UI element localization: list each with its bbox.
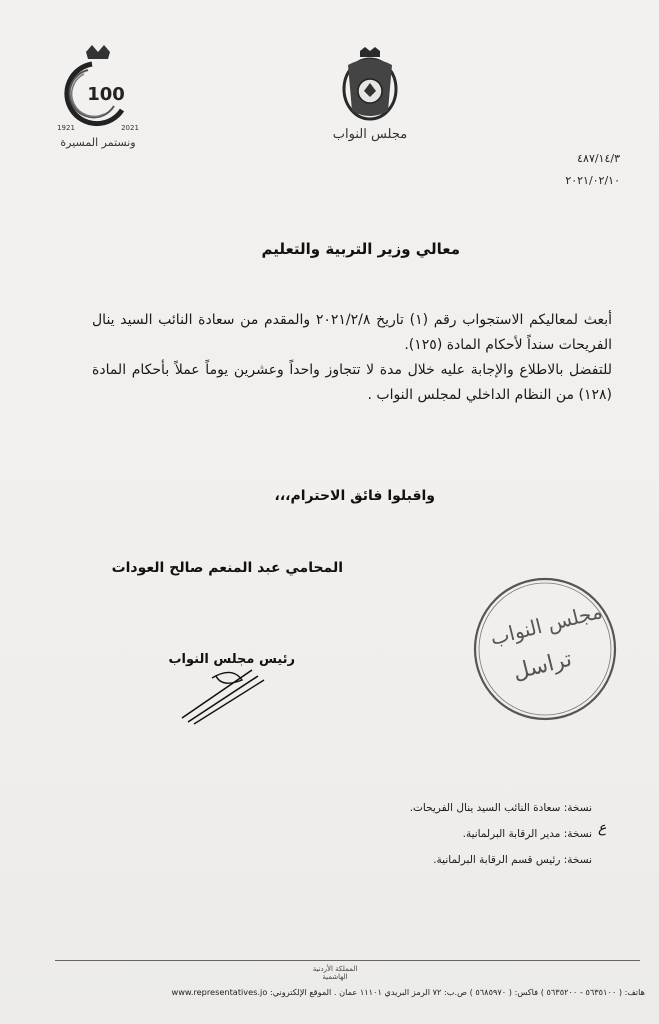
parliament-crest [330,45,410,155]
closing-line: واقبلوا فائق الاحترام،،، [274,488,435,504]
centennial-number: 100 [87,84,125,105]
addressee: معالي وزير التربية والتعليم [261,240,460,258]
copies-list [330,795,592,873]
crest-caption: مجلس النواب [332,127,408,142]
footer-contact: هاتف: ( ٥٦٣٥١٠٠ - ٥٦٣٥٢٠٠ ) فاكس: ( ٥٦٨٥٩٧٠ ) ص.ب: ٧٢ الرمز البريدي ١١١٠١ عمان . الموقع الإلكتروني: www.representatives.jo [171,987,645,997]
reference-number: ٤٨٧/١٤/٣ [577,152,620,165]
year-right: 2021 [121,124,139,132]
handwritten-initials: ع [598,820,607,836]
reference-block [530,148,620,192]
coat-of-arms-icon [330,45,410,125]
year-left: 1921 [57,124,75,132]
stamp-line-1: مجلس النواب [487,598,605,650]
copy-line: نسخة: مدير الرقابة البرلمانية. [462,828,592,840]
footer-divider [55,960,640,961]
body-paragraph-2: للتفضل بالاطلاع والإجابة عليه خلال مدة لا تتجاوز واحداً وعشرين يوماً عملاً بأحكام المادة (١٢٨) من النظام الداخلي لمجلس النواب . [92,362,612,403]
official-stamp [472,576,618,722]
footer-caption: المملكة الأردنية الهاشمية [312,965,358,981]
body-paragraph-1: أبعث لمعاليكم الاستجواب رقم (١) تاريخ ٢٠٢١/٢/٨ والمقدم من سعادة النائب السيد ينال الفريحات سنداً لأحكام المادة (١٢٥). [92,312,613,353]
signer-name: المحامي عبد المنعم صالح العودات [111,560,343,576]
stamp-line-2: تراسل [510,646,575,686]
letter-body [92,308,612,408]
reference-date: ٢٠٢١/٠٢/١٠ [565,174,620,187]
centennial-tagline: ونستمر المسيرة [60,136,136,149]
signer-title: رئيس مجلس النواب [168,652,295,667]
copy-line: نسخة: رئيس قسم الرقابة البرلمانية. [433,854,592,866]
centennial-emblem-icon [48,40,148,135]
copy-line: نسخة: سعادة النائب السيد ينال الفريحات. [409,802,592,814]
centennial-logo [48,40,148,150]
